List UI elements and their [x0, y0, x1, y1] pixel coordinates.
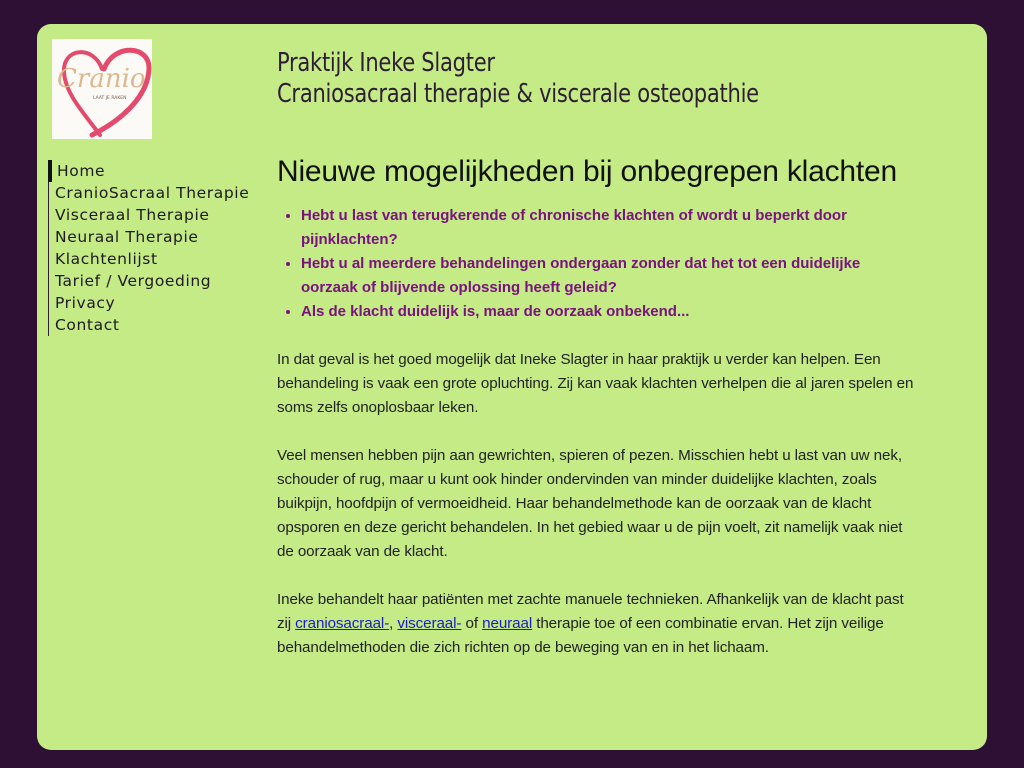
nav-item-klachtenlijst[interactable]: Klachtenlijst — [55, 250, 158, 268]
site-title-line2: Craniosacraal therapie & viscerale osteopathie — [277, 79, 759, 109]
neuraal-link[interactable]: neuraal — [482, 615, 533, 632]
logo-wordmark: Cranio — [57, 64, 146, 94]
visceraal-link[interactable]: visceraal- — [397, 615, 462, 632]
site-title-line1: Praktijk Ineke Slagter — [277, 48, 495, 78]
craniosacraal-link[interactable]: craniosacraal- — [295, 615, 390, 632]
symptoms-paragraph: Veel mensen hebben pijn aan gewrichten, spieren of pezen. Misschien hebt u last van uw nek, schouder of rug, maar u kunt ook hinder ondervinden van minder duidelijke klachten, zoals buikpijn, hoofdpijn of vermoeidheid. Haar behandelmethode kan de oorzaak van de klacht opsporen en deze gericht behandelen. In het gebied waar u de pijn voelt, zit namelijk vaak niet de oorzaak van de klacht. — [277, 447, 903, 560]
question-list — [277, 204, 917, 324]
treatment-text-before: Ineke behandelt haar patiënten met zachte manuele technieken. Afhankelijk van de klacht past zij — [277, 591, 904, 632]
treatment-text-after: therapie toe of een combinatie ervan. Het zijn veilige behandelmethoden die zich richten op de beweging van en in het lichaam. — [277, 615, 884, 656]
separator-of: of — [461, 615, 483, 632]
list-item: • Als de klacht duidelijk is, maar de oorzaak onbekend... — [301, 300, 917, 324]
nav-item-home[interactable]: Home — [48, 160, 249, 182]
nav-item-contact[interactable]: Contact — [55, 316, 120, 334]
list-item: • Hebt u last van terugkerende of chronische klachten of wordt u beperkt door pijnklachten? — [301, 204, 917, 252]
treatment-paragraph — [277, 588, 917, 660]
heart-logo-icon — [52, 39, 152, 139]
nav-item-neuraal[interactable]: Neuraal Therapie — [55, 228, 199, 246]
separator-comma: , — [389, 615, 398, 632]
nav-item-privacy[interactable]: Privacy — [55, 294, 116, 312]
main-nav — [48, 160, 249, 336]
list-item: • Hebt u al meerdere behandelingen ondergaan zonder dat het tot een duidelijke oorzaak of blijvende oplossing heeft geleid? — [301, 252, 917, 300]
intro-paragraph: In dat geval is het goed mogelijk dat Ineke Slagter in haar praktijk u verder kan helpen. Een behandeling is vaak een grote opluchting. Zij kan vaak klachten verhelpen die al jaren spelen en soms zelfs onoplosbaar leken. — [277, 351, 914, 416]
site-title — [277, 48, 759, 110]
page-heading: Nieuwe mogelijkheden bij onbegrepen klachten — [277, 155, 897, 188]
nav-item-visceraal[interactable]: Visceraal Therapie — [55, 206, 210, 224]
nav-item-craniosacraal[interactable]: CranioSacraal Therapie — [55, 184, 250, 202]
nav-item-tarief[interactable]: Tarief / Vergoeding — [55, 272, 212, 290]
cranio-logo[interactable] — [52, 39, 152, 139]
main-content — [277, 155, 917, 660]
content-card — [37, 24, 987, 750]
logo-tagline: LAAT JE RAKEN — [93, 96, 127, 101]
